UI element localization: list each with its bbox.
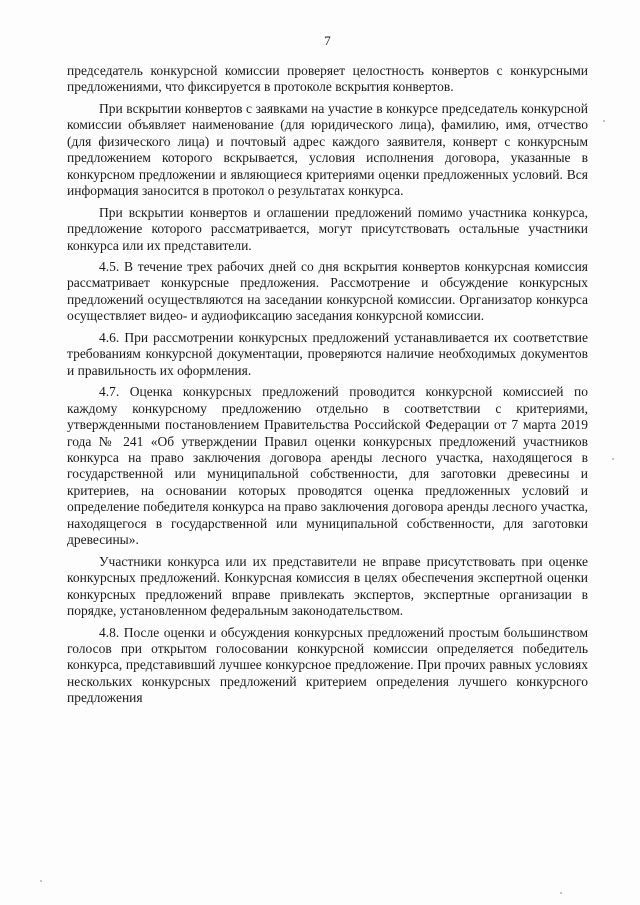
paragraph-envelope-opening: При вскрытии конвертов с заявками на участие в конкурсе председатель конкурсной комиссии объявляет наименование (для юридического лица), фамилию, имя, отчество (для физического лица) и почтовый адрес каждого заявителя, конверт с конкурсным предложением которого вскрывается, условия исполнения договора, указанные в конкурсном предложении и являющиеся критериями оценки предложенных условий. Вся информация заносится в протокол о результатах конкурса.	[67, 100, 588, 199]
paragraph-evaluation-presence: Участники конкурса или их представители не вправе присутствовать при оценке конкурсных предложений. Конкурсная комиссия в целях обеспечения экспертной оценки конкурсных предложений вправе привлекать экспертов, экспертные организации в порядке, установленном федеральным законодательством.	[67, 553, 588, 619]
paragraph-continuation: председатель конкурсной комиссии проверяет целостность конвертов с конкурсными предложениями, что фиксируется в протоколе вскрытия конвертов.	[67, 63, 588, 95]
paragraph-4-8: 4.8. После оценки и обсуждения конкурсных предложений простым большинством голосов при открытом голосовании конкурсной комиссии определяется победитель конкурса, представивший лучшее конкурсное предложение. При прочих равных условиях нескольких конкурсных предложений критерием определения лучшего конкурсного предложения	[67, 624, 588, 706]
scan-speck	[560, 892, 562, 894]
scan-speck	[40, 880, 42, 882]
page-number: 7	[324, 33, 331, 48]
paragraph-attendance: При вскрытии конвертов и оглашении предложений помимо участника конкурса, предложение которого рассматривается, могут присутствовать остальные участники конкурса или их представители.	[67, 204, 588, 253]
paragraph-4-6: 4.6. При рассмотрении конкурсных предложений устанавливается их соответствие требованиям конкурсной документации, проверяются наличие необходимых документов и правильность их оформления.	[67, 329, 588, 378]
scan-speck	[603, 120, 605, 122]
scan-speck	[612, 458, 614, 460]
paragraph-4-7: 4.7. Оценка конкурсных предложений проводится конкурсной комиссией по каждому конкурсному предложению отдельно в соответствии с критериями, утвержденными постановлением Правительства Российской Федерации от 7 марта 2019 года № 241 «Об утверждении Правил оценки конкурсных предложений участников конкурса на право заключения договора аренды лесного участка, находящегося в государственной или муниципальной собственности, для заготовки древесины и критериев, на основании которых проводятся оценка предложенных условий и определение победителя конкурса на право заключения договора аренды лесного участка, находящегося в государственной или муниципальной собственности, для заготовки древесины».	[67, 384, 588, 548]
paragraph-4-5: 4.5. В течение трех рабочих дней со дня вскрытия конвертов конкурсная комиссия рассматривает конкурсные предложения. Рассмотрение и обсуждение конкурсных предложений осуществляются на заседании конкурсной комиссии. Организатор конкурса осуществляет видео- и аудиофиксацию заседания конкурсной комиссии.	[67, 258, 588, 324]
